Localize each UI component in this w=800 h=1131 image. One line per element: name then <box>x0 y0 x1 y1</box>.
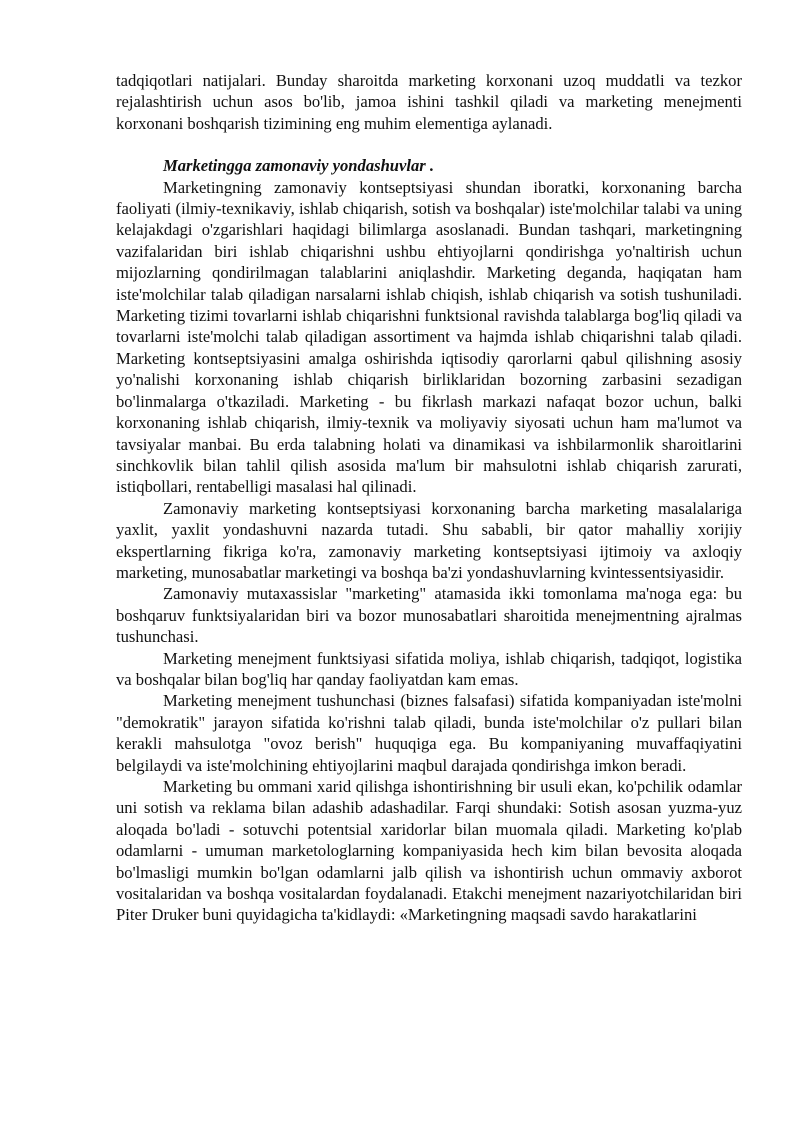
section-heading: Marketingga zamonaviy yondashuvlar . <box>163 156 435 176</box>
paragraph: Marketingning zamonaviy kontseptsiyasi shundan iboratki, korxonaning barcha faoliyati (ilmiy-texnikaviy, ishlab chiqarish, sotish va boshqalar) iste'molchilar talabi va uning kelajakdagi o'zgarishlari haqidagi bilimlarga asoslanadi. Bundan tashqari, marketingning vazifalaridan biri ishlab chiqarishni ushbu ehtiyojlarni qondirishga yo'naltirish uchun mijozlarning qondirilmagan talablarini aniqlashdir. Marketing deganda, haqiqatan ham iste'molchilar talab qiladigan narsalarni ishlab chiqish, ishlab chiqarish va sotish tushuniladi. Marketing tizimi tovarlarni ishlab chiqarishni funktsional ravishda talablarga bog'liq qiladi va tovarlarni iste'molchi talab qiladigan assortiment va hajmda ishlab chiqarishni talab qiladi. Marketing kontseptsiyasini amalga oshirishda iqtisodiy qarorlarni qabul qilishning asosiy yo'nalishi korxonaning ishlab chiqarish birliklaridan bozorning zarbasini sezadigan bo'linmalarga o'tkaziladi. Marketing - bu fikrlash markazi nafaqat bozor uchun, balki korxonaning ishlab chiqarish, ilmiy-texnik va moliyaviy siyosati uchun ham ma'lumot va tavsiyalar manbai. Bu erda talabning holati va dinamikasi va ishbilarmonlik sharoitlarini sinchkovlik bilan tahlil qilish asosida ma'lum bir mahsulotni ishlab chiqarish zarurati, istiqbollari, rentabelligi masalasi hal qilinadi. <box>116 177 742 497</box>
paragraph: Marketing bu ommani xarid qilishga ishontirishning bir usuli ekan, ko'pchilik odamlar uni sotish va reklama bilan adashib adashadilar. Farqi shundaki: Sotish asosan yuzma-yuz aloqada bo'ladi - sotuvchi potentsial xaridorlar bilan muomala qiladi. Marketing ko'plab odamlarni - umuman marketologlarning kompaniyasida hech kim bilan bevosita aloqada bo'lmasligi mumkin bo'lgan odamlarni jalb qilish va ishontirish uchun ommaviy axborot vositalaridan va boshqa vositalardan foydalanadi. Etakchi menejment nazariyotchilaridan biri Piter Druker buni quyidagicha ta'kidlaydi: «Marketingning maqsadi savdo harakatlarini <box>116 777 742 925</box>
paragraph-continuation: tadqiqotlari natijalari. Bunday sharoitda marketing korxonani uzoq muddatli va tezkor rejalashtirish uchun asos bo'lib, jamoa ishini tashkil qiladi va marketing menejmenti korxonani boshqarish tizimining eng muhim elementiga aylanadi. <box>116 71 742 133</box>
paragraph: Zamonaviy marketing kontseptsiyasi korxonaning barcha marketing masalalariga yaxlit, yaxlit yondashuvni nazarda tutadi. Shu sababli, bir qator mahalliy xorijiy ekspertlarning fikriga ko'ra, zamonaviy marketing kontseptsiyasi ijtimoiy va axloqiy marketing, munosabatlar marketingi va boshqa ba'zi yondashuvlarning kvintessentsiyasidir. <box>116 498 742 582</box>
paragraph: Marketing menejment funktsiyasi sifatida moliya, ishlab chiqarish, tadqiqot, logistika va boshqalar bilan bog'liq har qanday faoliyatdan kam emas. <box>116 648 742 689</box>
paragraph: Marketing menejment tushunchasi (biznes falsafasi) sifatida kompaniyadan iste'molni "demokratik" jarayon sifatida ko'rishni talab qiladi, bunda iste'molchilar o'z pullari bilan kerakli mahsulotga "ovoz berish" huquqiga ega. Bu kompaniyaning muvaffaqiyatini belgilaydi va iste'molchining ehtiyojlarini maqbul darajada qondirishga imkon beradi. <box>116 691 742 775</box>
paragraph: Zamonaviy mutaxassislar "marketing" atamasida ikki tomonlama ma'noga ega: bu boshqaruv funktsiyalaridan biri va bozor munosabatlari sharoitida menejmentning ajralmas tushunchasi. <box>116 584 742 647</box>
document-page <box>116 70 742 926</box>
